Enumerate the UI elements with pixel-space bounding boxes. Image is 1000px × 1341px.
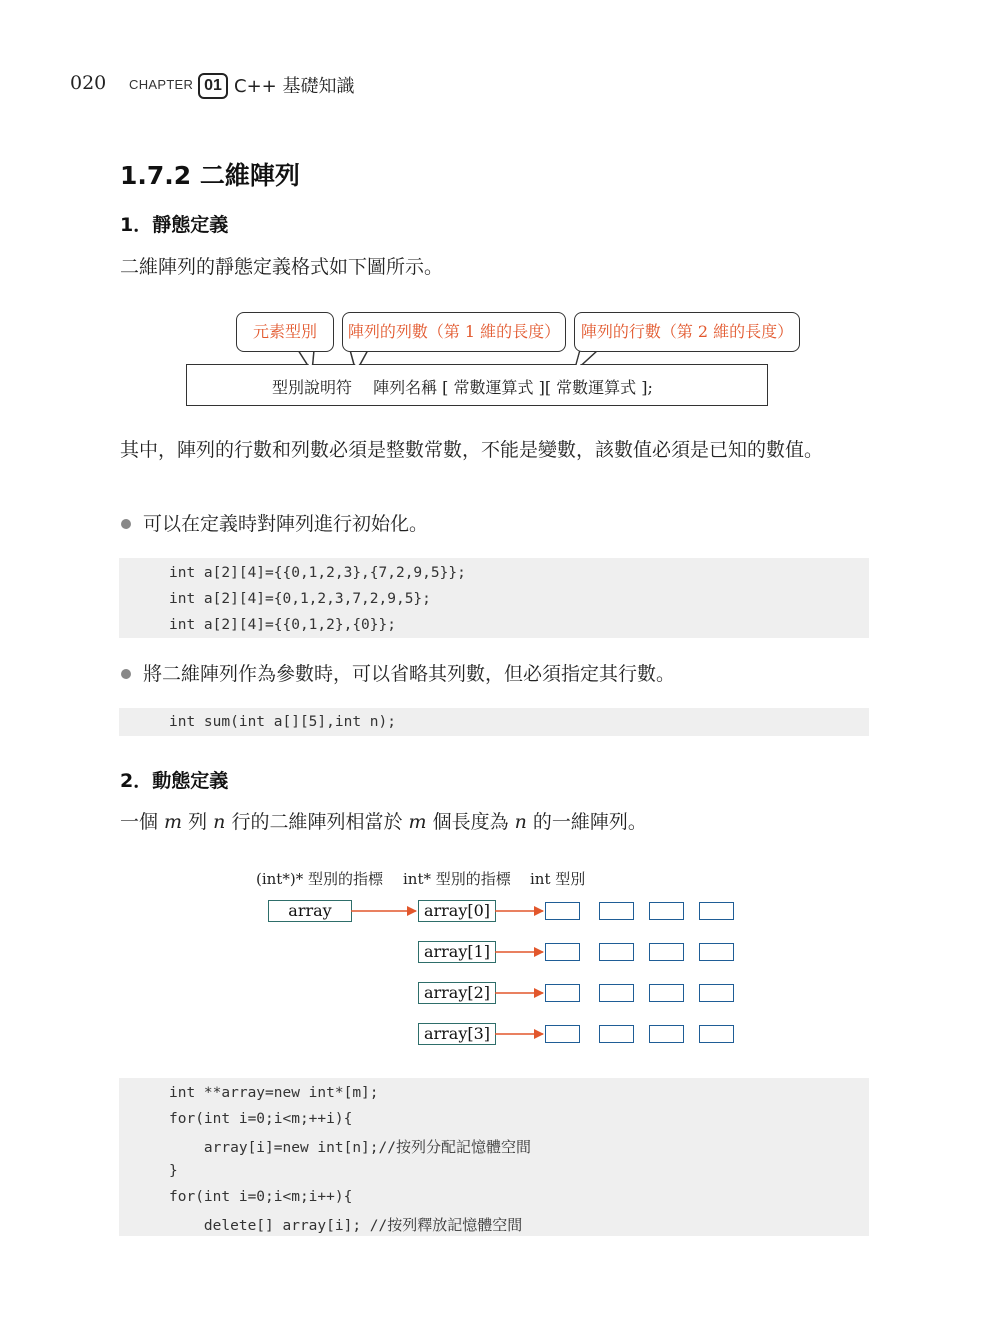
label-int-pointer: int* 型別的指標 [403,870,511,888]
static-def-note: 其中，陣列的行數和列數必須是整數常數，不能是變數，該數值必須是已知的數值。 [120,439,824,461]
static-def-intro: 二維陣列的靜態定義格式如下圖所示。 [120,256,444,278]
code-line: for(int i=0;i<m;i++){ [169,1189,353,1205]
row-pointer-box: array[0] [418,900,496,922]
page-number: 020 [70,72,107,94]
intro-text: 個長度為 [426,811,515,833]
intro-text: 一個 [120,811,165,833]
int-cell [699,902,734,920]
int-cell [545,902,580,920]
int-cell [649,902,684,920]
chapter-title: C++ 基礎知識 [234,76,355,97]
chapter-number-badge: 01 [198,73,228,99]
int-cell [649,943,684,961]
var-m: m [164,811,183,833]
callout-row-count: 陣列的列數（第 1 維的長度） [342,312,566,352]
intro-text: 行的二維陣列相當於 [225,811,409,833]
int-cell [599,1025,634,1043]
code-line: int a[2][4]={{0,1,2,3},{7,2,9,5}}; [169,565,466,581]
var-m: m [408,811,427,833]
chapter-label: CHAPTER [129,77,194,92]
var-n: n [213,811,226,833]
int-cell [649,984,684,1002]
callout-element-type: 元素型別 [236,312,334,352]
code-line: } [169,1163,178,1179]
int-cell [545,1025,580,1043]
syntax-text: 型別說明符 陣列名稱 [ 常數運算式 ][ 常數運算式 ]; [272,378,653,397]
code-comment: 按列釋放記憶體空間 [387,1216,523,1234]
bullet-init-text: 可以在定義時對陣列進行初始化。 [143,513,429,535]
intro-text: 的一維陣列。 [526,811,647,833]
code-line [169,1214,522,1235]
label-pointer-to-pointer: (int*)* 型別的指標 [256,870,383,888]
code-line: int a[2][4]={0,1,2,3,7,2,9,5}; [169,591,431,607]
int-cell [699,943,734,961]
code-line: int sum(int a[][5],int n); [169,714,396,730]
row-pointer-box: array[3] [418,1023,496,1045]
code-line: for(int i=0;i<m;++i){ [169,1111,353,1127]
var-n: n [514,811,527,833]
int-cell [545,943,580,961]
int-cell [599,902,634,920]
code-line [169,1136,531,1157]
array-root-box: array [268,900,352,922]
int-cell [599,984,634,1002]
row-pointer-box: array[2] [418,982,496,1004]
intro-text: 列 [182,811,214,833]
label-int-type: int 型別 [530,870,586,888]
code-text: array[i]=new int[n];// [169,1140,396,1156]
code-comment: 按列分配記憶體空間 [395,1138,531,1156]
dynamic-def-heading: 2．動態定義 [120,770,229,792]
int-cell [699,984,734,1002]
int-cell [599,943,634,961]
code-text: delete[] array[i]; // [169,1218,388,1234]
code-line: int a[2][4]={{0,1,2},{0}}; [169,617,396,633]
callout-col-count: 陣列的行數（第 2 維的長度） [574,312,800,352]
int-cell [649,1025,684,1043]
code-block-dynamic [119,1078,869,1236]
bullet-param-text: 將二維陣列作為參數時，可以省略其列數，但必須指定其行數。 [143,663,676,685]
section-title: 1.7.2 二維陣列 [120,161,300,190]
int-cell [699,1025,734,1043]
static-def-heading: 1．靜態定義 [120,214,229,236]
int-cell [545,984,580,1002]
code-line: int **array=new int*[m]; [169,1085,379,1101]
row-pointer-box: array[1] [418,941,496,963]
